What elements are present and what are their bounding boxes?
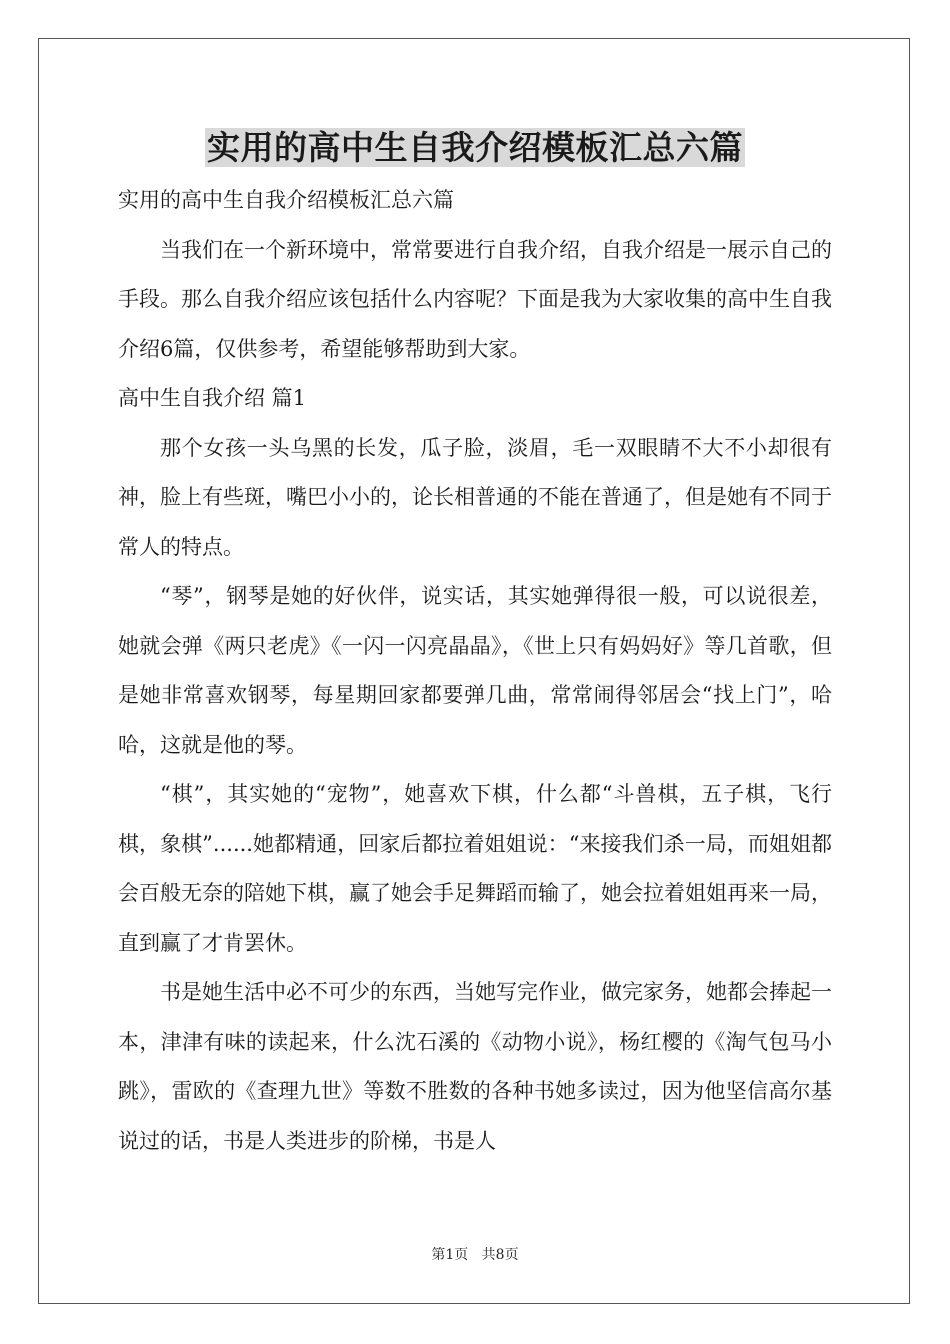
paragraph-piano: “琴”，钢琴是她的好伙伴，说实话，其实她弹得很一般，可以说很差，她就会弹《两只老虎》《一闪一闪亮晶晶》，《世上只有妈妈好》等几首歌，但是她非常喜欢钢琴，每星期回家都要弹几曲，常常闹得邻居会“找上门”，哈哈，这就是他的琴。 (118, 584, 832, 757)
document-title-text: 实用的高中生自我介绍模板汇总六篇 (207, 128, 743, 167)
page-total: 共8页 (481, 1247, 519, 1263)
document-body (118, 176, 832, 1166)
paragraph-chess: “棋”，其实她的“宠物”，她喜欢下棋，什么都“斗兽棋，五子棋，飞行棋，象棋”......她都精通，回家后都拉着姐姐说：“来接我们杀一局，而姐姐都会百般无奈的陪她下棋，赢了她会手足舞蹈而输了，她会拉着姐姐再来一局，直到赢了才肯罢休。 (118, 782, 832, 955)
section-heading: 高中生自我介绍 篇1 (118, 386, 307, 410)
page-number: 第1页 (431, 1247, 469, 1263)
paragraph-books: 书是她生活中必不可少的东西，当她写完作业，做完家务，她都会捧起一本，津津有味的读起来，什么沈石溪的《动物小说》，杨红樱的《淘气包马小跳》，雷欧的《查理九世》等数不胜数的各种书她多读过，因为他坚信高尔基说过的话，书是人类进步的阶梯，书是人 (118, 980, 832, 1153)
page-footer (0, 1244, 950, 1264)
document-title (0, 126, 950, 170)
document-subtitle: 实用的高中生自我介绍模板汇总六篇 (118, 188, 454, 212)
paragraph-intro: 当我们在一个新环境中，常常要进行自我介绍，自我介绍是一展示自己的手段。那么自我介绍应该包括什么内容呢？下面是我为大家收集的高中生自我介绍6篇，仅供参考，希望能够帮助到大家。 (118, 237, 832, 361)
paragraph-appearance: 那个女孩一头乌黑的长发，瓜子脸，淡眉，毛一双眼睛不大不小却很有神，脸上有些斑，嘴巴小小的，论长相普通的不能在普通了，但是她有不同于常人的特点。 (118, 435, 832, 559)
